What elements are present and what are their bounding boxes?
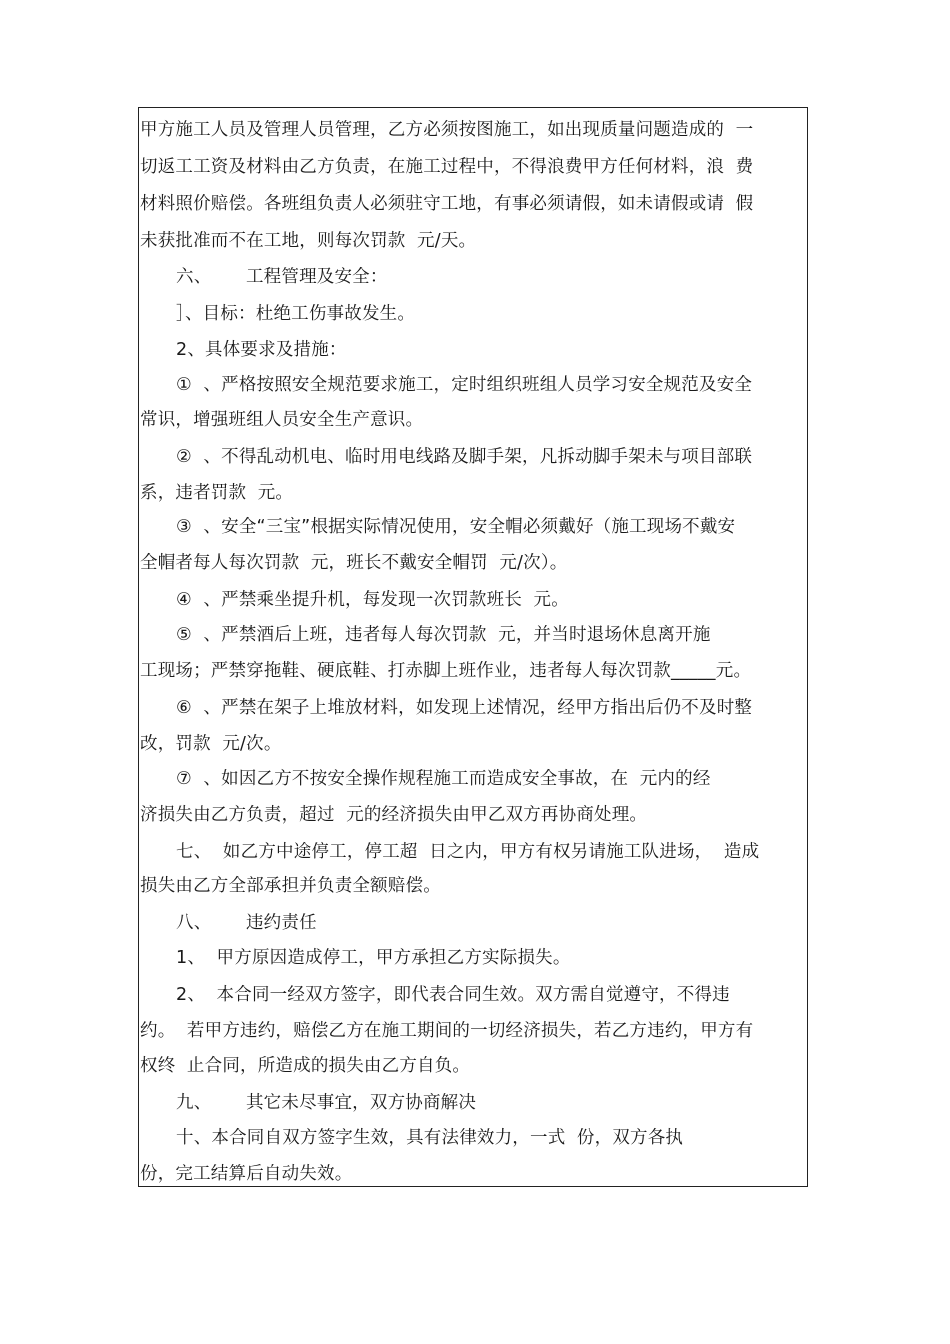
paragraph-line: 甲方施工人员及管理人员管理，乙方必须按图施工，如出现质量问题造成的 一	[140, 120, 754, 140]
paragraph-line: 工现场；严禁穿拖鞋、硬底鞋、打赤脚上班作业，违者每人每次罚款_____元。	[140, 661, 752, 681]
paragraph-line: 系，违者罚款 元。	[140, 483, 294, 503]
section-heading: 六、 工程管理及安全：	[176, 267, 388, 287]
paragraph-line: ⑥ 、严禁在架子上堆放材料，如发现上述情况，经甲方指出后仍不及时整	[176, 698, 753, 718]
paragraph-line: ⑦ 、如因乙方不按安全操作规程施工而造成安全事故，在 元内的经	[176, 769, 711, 789]
paragraph-line: 损失由乙方全部承担并负责全额赔偿。	[140, 876, 441, 896]
paragraph-line: 十、本合同自双方签字生效，具有法律效力，一式 份，双方各执	[176, 1128, 684, 1148]
paragraph-line: 济损失由乙方负责，超过 元的经济损失由甲乙双方再协商处理。	[140, 805, 648, 825]
paragraph-line: 2、 本合同一经双方签字，即代表合同生效。双方需自觉遵守，不得违	[176, 985, 730, 1005]
paragraph-line: ① 、严格按照安全规范要求施工，定时组织班组人员学习安全规范及安全	[176, 375, 753, 395]
paragraph-line: 切返工工资及材料由乙方负责，在施工过程中，不得浪费甲方任何材料，浪 费	[140, 157, 754, 177]
paragraph-line: 未获批准而不在工地，则每次罚款 元/天。	[140, 231, 477, 251]
paragraph-line: 权终 止合同，所造成的损失由乙方自负。	[140, 1056, 471, 1076]
paragraph-line: 2、具体要求及措施：	[176, 340, 347, 360]
paragraph-line: 约。 若甲方违约，赔偿乙方在施工期间的一切经济损失，若乙方违约，甲方有	[140, 1021, 754, 1041]
paragraph-line: ］、目标：杜绝工伤事故发生。	[176, 304, 416, 324]
paragraph-line: 1、 甲方原因造成停工，甲方承担乙方实际损失。	[176, 948, 571, 968]
section-heading: 八、 违约责任	[176, 913, 317, 933]
paragraph-line: 材料照价赔偿。各班组负责人必须驻守工地，有事必须请假，如未请假或请 假	[140, 194, 754, 214]
paragraph-line: ⑤ 、严禁酒后上班，违者每人每次罚款 元，并当时退场休息离开施	[176, 625, 711, 645]
paragraph-line: 七、 如乙方中途停工，停工超 日之内，甲方有权另请施工队进场， 造成	[176, 842, 760, 862]
paragraph-line: 常识，增强班组人员安全生产意识。	[140, 410, 424, 430]
section-heading: 九、 其它未尽事宜，双方协商解决	[176, 1093, 477, 1113]
paragraph-line: 改，罚款 元/次。	[140, 734, 282, 754]
paragraph-line: ④ 、严禁乘坐提升机，每发现一次罚款班长 元。	[176, 590, 569, 610]
paragraph-line: 全帽者每人每次罚款 元，班长不戴安全帽罚 元/次）。	[140, 553, 568, 573]
paragraph-line: ② 、不得乱动机电、临时用电线路及脚手架，凡拆动脚手架未与项目部联	[176, 447, 753, 467]
paragraph-line: ③ 、安全“三宝”根据实际情况使用，安全帽必须戴好（施工现场不戴安	[176, 517, 736, 537]
paragraph-line: 份，完工结算后自动失效。	[140, 1164, 353, 1184]
